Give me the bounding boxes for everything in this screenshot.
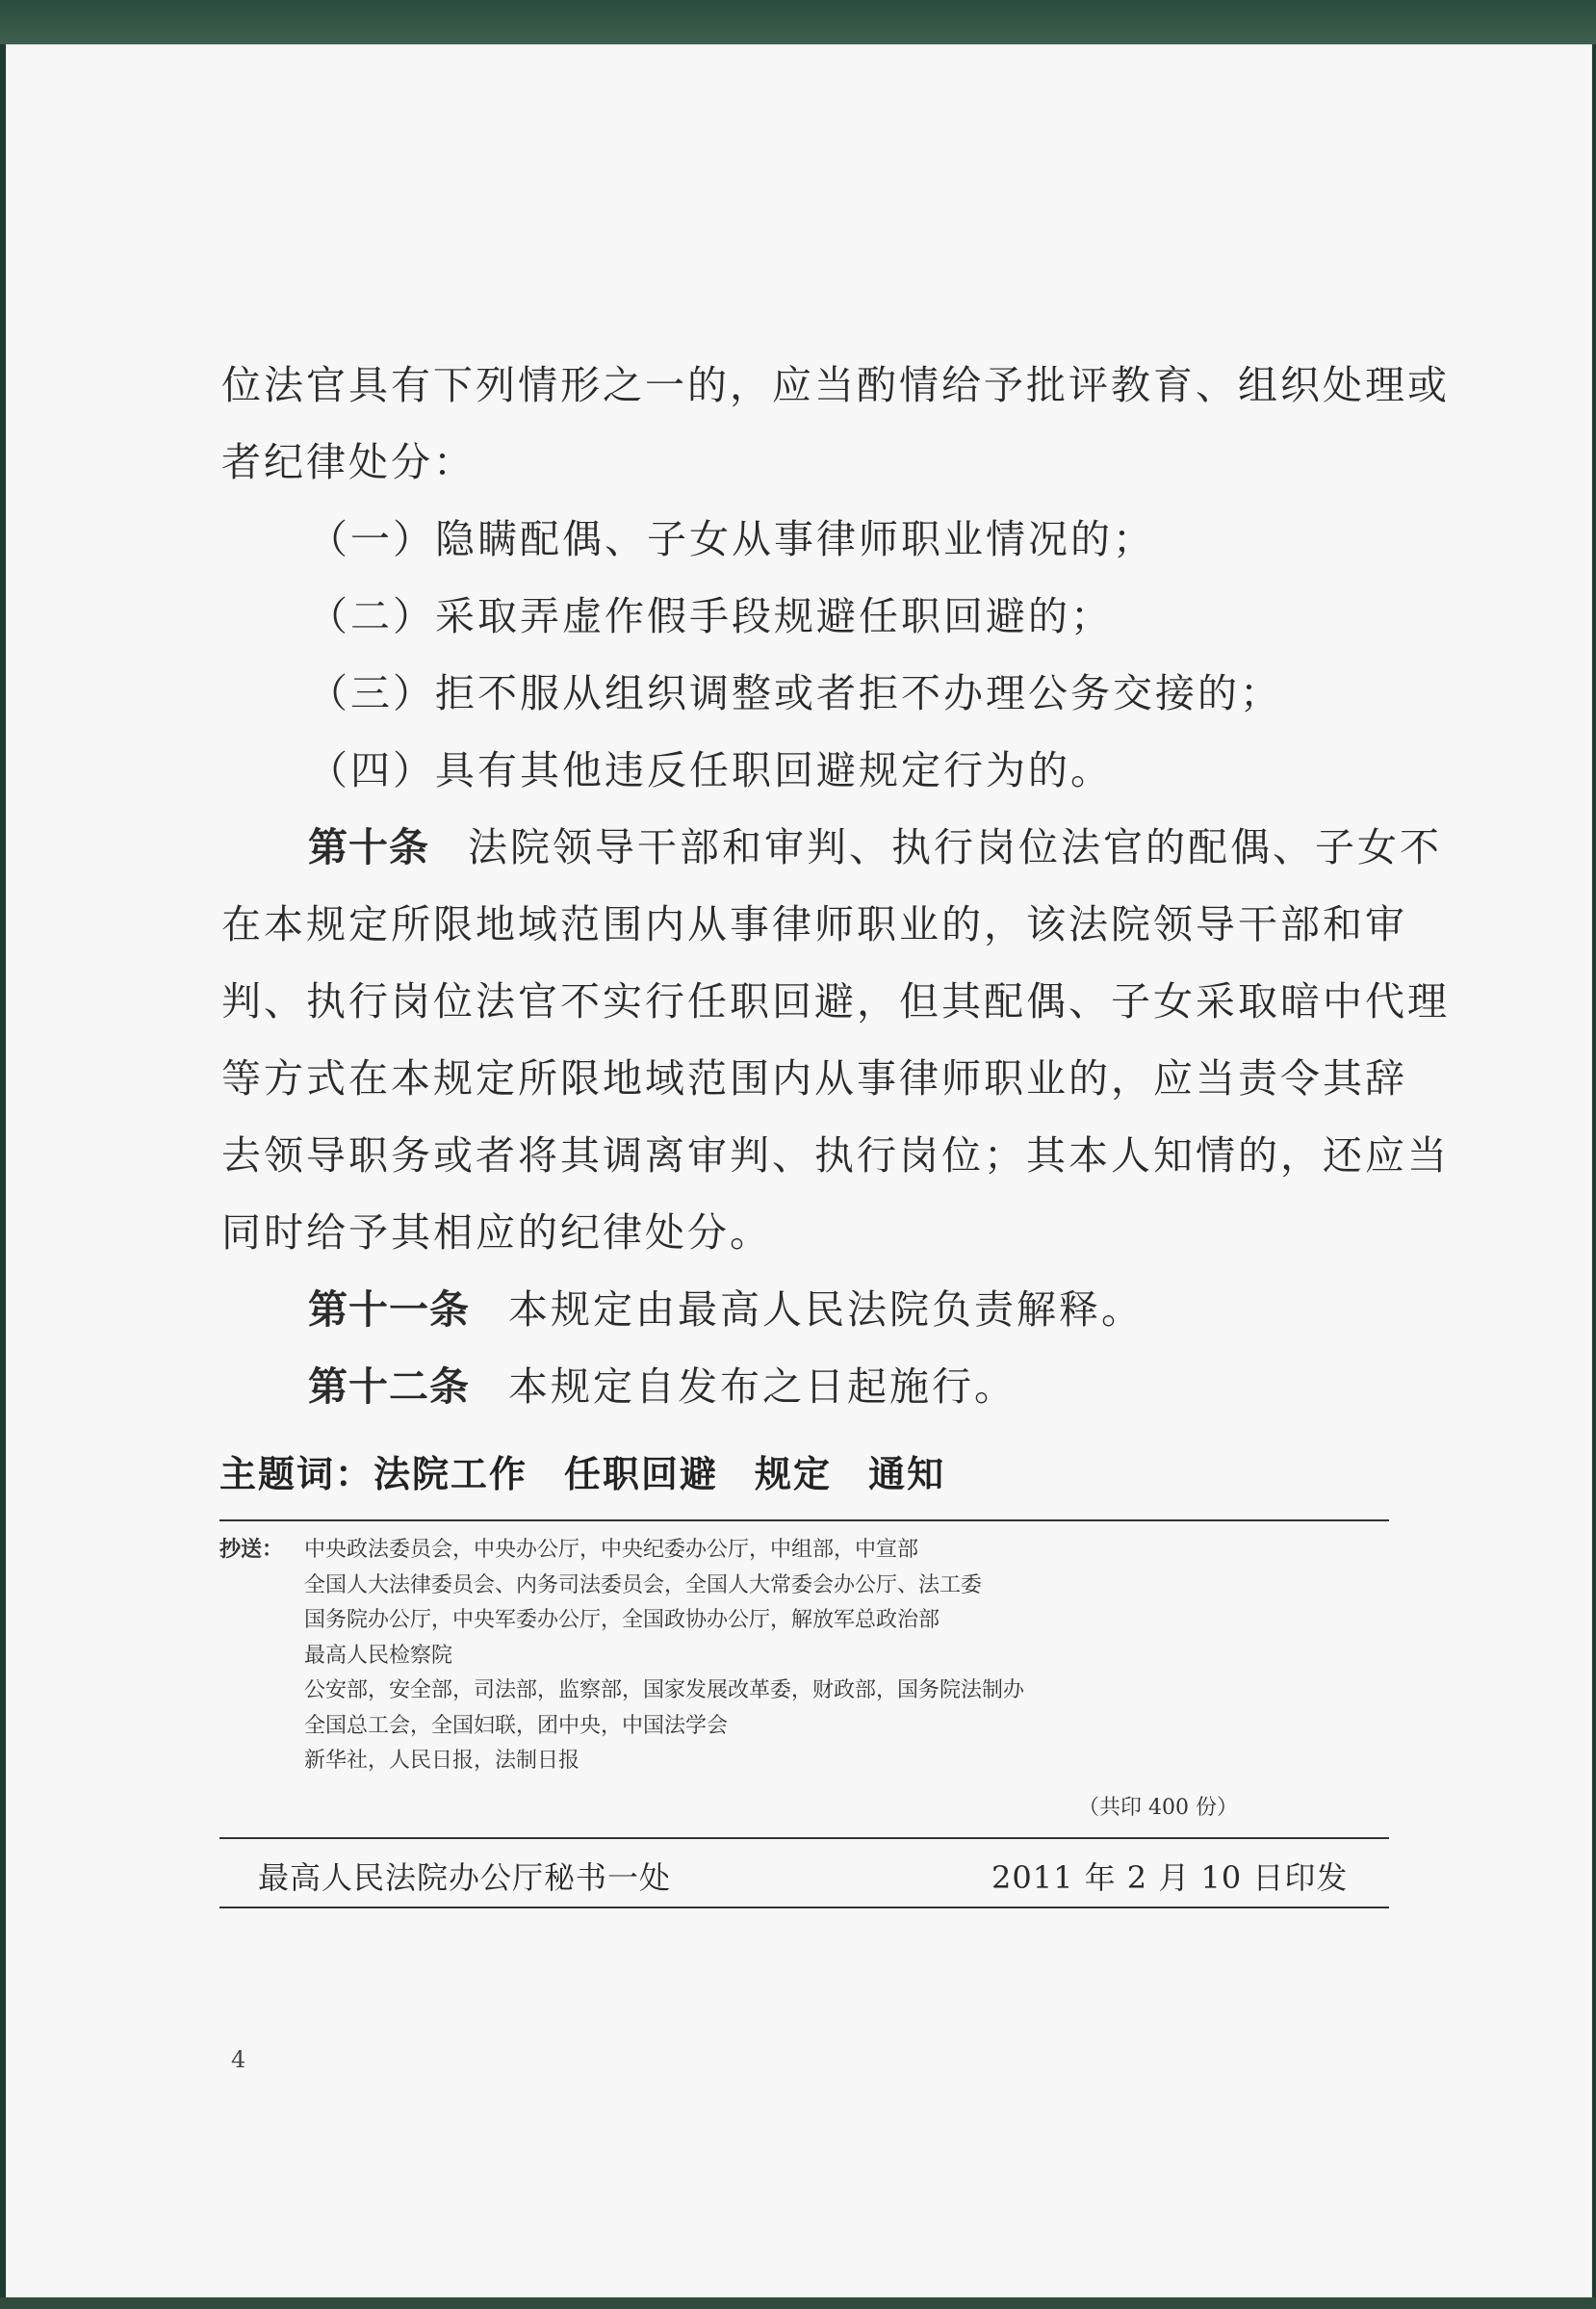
article-12-label: 第十二条 — [308, 1363, 470, 1410]
cc-line: 最高人民检察院 — [304, 1643, 453, 1668]
article-10-line: 在本规定所限地域范围内从事律师职业的，该法院领导干部和审 — [221, 901, 1407, 947]
body-line: 位法官具有下列情形之一的，应当酌情给予批评教育、组织处理或 — [221, 362, 1450, 408]
article-10-first-line — [221, 809, 1442, 886]
article-10-text: 法院领导干部和审判、执行岗位法官的配偶、子女不 — [468, 824, 1442, 870]
cc-recipients — [304, 1533, 1024, 1779]
scan-top-border — [0, 0, 1596, 44]
article-12 — [221, 1348, 1386, 1425]
divider-rule — [219, 1837, 1389, 1839]
list-item-1: （一）隐瞒配偶、子女从事律师职业情况的； — [308, 516, 1155, 562]
keywords-label: 主题词： — [219, 1453, 374, 1495]
cc-label: 抄送： — [219, 1538, 284, 1562]
cc-line: 中央政法委员会，中央办公厅，中央纪委办公厅，中组部，中宣部 — [304, 1538, 919, 1562]
article-10-line: 去领导职务或者将其调离审判、执行岗位；其本人知情的，还应当 — [221, 1132, 1450, 1179]
body-line: 者纪律处分： — [221, 439, 476, 485]
article-11-label: 第十一条 — [308, 1286, 470, 1333]
article-10-line: 等方式在本规定所限地域范围内从事律师职业的，应当责令其辞 — [221, 1055, 1407, 1102]
article-11-text: 本规定由最高人民法院负责解释。 — [508, 1286, 1144, 1333]
scan-bottom-border — [0, 2297, 1596, 2309]
article-10-label: 第十条 — [308, 824, 429, 870]
subject-keywords — [219, 1444, 1389, 1497]
article-11 — [221, 1271, 1386, 1348]
keyword-item: 法院工作 — [373, 1453, 528, 1495]
print-count: （共印 400 份） — [1078, 1796, 1238, 1820]
cc-line: 全国人大法律委员会、内务司法委员会，全国人大常委会办公厅、法工委 — [304, 1572, 983, 1597]
list-item-2: （二）采取弄虚作假手段规避任职回避的； — [308, 593, 1113, 639]
divider-rule — [219, 1519, 1389, 1521]
cc-line: 国务院办公厅，中央军委办公厅，全国政协办公厅，解放军总政治部 — [304, 1608, 940, 1632]
article-12-text: 本规定自发布之日起施行。 — [508, 1363, 1017, 1410]
page-number: 4 — [231, 2046, 246, 2073]
article-10-line: 同时给予其相应的纪律处分。 — [221, 1209, 772, 1256]
cc-line: 新华社，人民日报，法制日报 — [304, 1749, 580, 1773]
list-item-3: （三）拒不服从组织调整或者拒不办理公务交接的； — [308, 670, 1282, 716]
issue-date: 2011 年 2 月 10 日印发 — [991, 1859, 1349, 1896]
cc-line: 全国总工会，全国妇联，团中央，中国法学会 — [304, 1713, 729, 1738]
divider-rule — [219, 1907, 1389, 1908]
list-item-4: （四）具有其他违反任职回避规定行为的。 — [308, 747, 1113, 793]
cc-line: 公安部，安全部，司法部，监察部，国家发展改革委，财政部，国务院法制办 — [304, 1678, 1025, 1702]
keyword-item: 规定 — [755, 1453, 833, 1495]
keyword-item: 任职回避 — [564, 1453, 719, 1495]
document-body — [221, 347, 1450, 1425]
keyword-item: 通知 — [868, 1453, 946, 1495]
issuing-office: 最高人民法院办公厅秘书一处 — [258, 1859, 672, 1896]
article-10-line: 判、执行岗位法官不实行任职回避，但其配偶、子女采取暗中代理 — [221, 978, 1450, 1025]
